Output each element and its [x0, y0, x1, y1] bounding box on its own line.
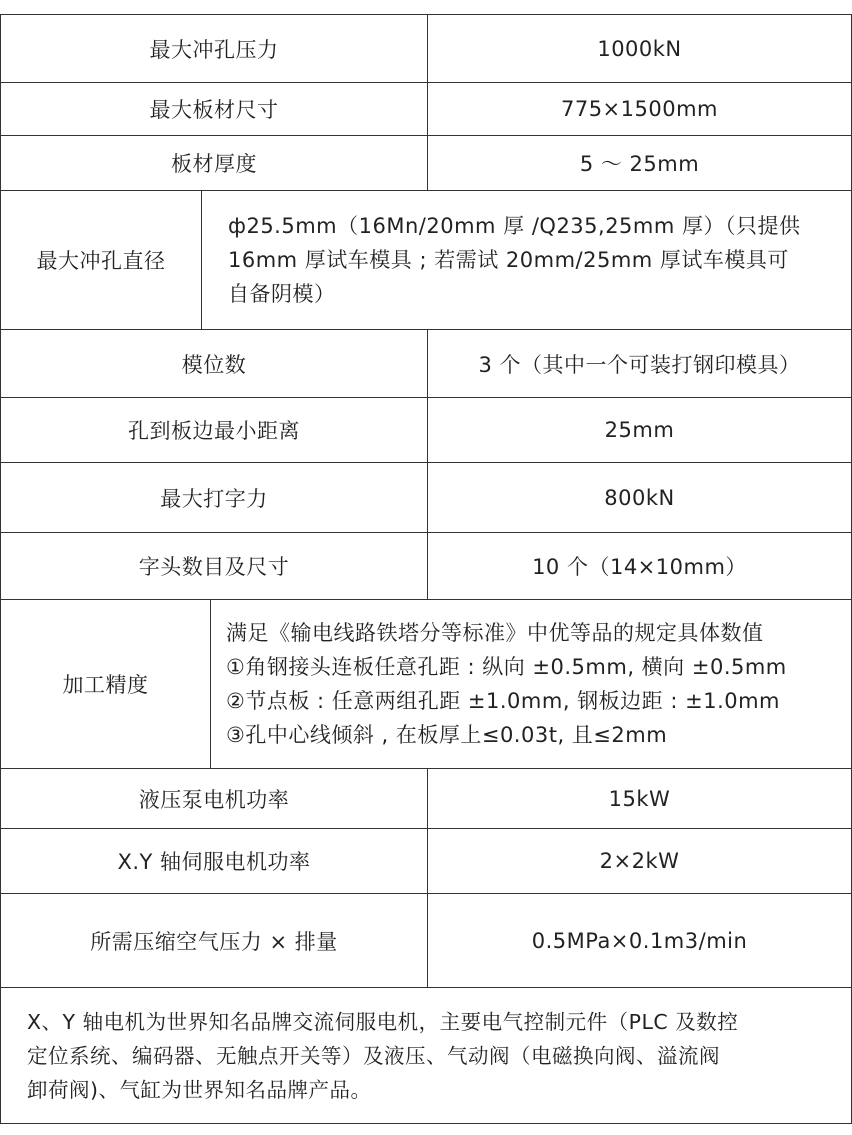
- row-label: 液压泵电机功率: [1, 769, 428, 828]
- row-label: 最大冲孔压力: [1, 15, 428, 82]
- note-row: [1, 987, 851, 1123]
- table-row: [1, 82, 851, 135]
- value-line: ф25.5mm（16Mn/20mm 厚 /Q235,25mm 厚）（只提供: [228, 214, 801, 238]
- table-row: [1, 768, 851, 828]
- table-row: [1, 190, 851, 329]
- value-line: ①角钢接头连板任意孔距 : 纵向 ±0.5mm, 横向 ±0.5mm: [226, 655, 787, 679]
- table-row: [1, 828, 851, 893]
- row-label: 孔到板边最小距离: [1, 398, 428, 462]
- table-row: [1, 397, 851, 462]
- note-cell: [1, 988, 851, 1123]
- table-row: [1, 532, 851, 599]
- row-label: X.Y 轴伺服电机功率: [1, 829, 428, 893]
- row-label: 板材厚度: [1, 136, 428, 190]
- row-value: 3 个（其中一个可装打钢印模具）: [478, 352, 801, 377]
- row-value: 0.5MPa×0.1m3/min: [531, 928, 748, 953]
- row-label: 模位数: [1, 330, 428, 397]
- row-value: [211, 600, 851, 768]
- row-value: [202, 191, 851, 329]
- row-value: 800kN: [604, 485, 675, 510]
- value-line: ③孔中心线倾斜 , 在板厚上≤0.03t, 且≤2mm: [226, 723, 668, 747]
- row-label: 加工精度: [1, 600, 211, 768]
- row-value: 5 ～ 25mm: [579, 152, 700, 176]
- note-line: 定位系统、编码器、无触点开关等）及液压、气动阀（电磁换向阀、溢流阀: [27, 1043, 720, 1068]
- row-label: 最大板材尺寸: [1, 83, 428, 135]
- value-line: ②节点板 : 任意两组孔距 ±1.0mm, 钢板边距 : ±1.0mm: [226, 689, 781, 713]
- row-value: 10 个（14×10mm）: [532, 555, 747, 579]
- table-row: [1, 599, 851, 768]
- row-value: 2×2kW: [599, 849, 680, 873]
- row-label: 最大打字力: [1, 463, 428, 532]
- table-row: [1, 15, 851, 82]
- table-row: [1, 329, 851, 397]
- value-line: 16mm 厚试车模具 ; 若需试 20mm/25mm 厚试车模具可: [228, 248, 789, 272]
- row-label: 最大冲孔直径: [1, 191, 202, 329]
- table-row: [1, 462, 851, 532]
- row-value: 775×1500mm: [560, 97, 719, 121]
- table-row: [1, 893, 851, 987]
- table-row: [1, 135, 851, 190]
- value-line: 满足《输电线路铁塔分等标准》中优等品的规定具体数值: [226, 621, 764, 645]
- note-line: X、Y 轴电机为世界知名品牌交流伺服电机，主要电气控制元件（PLC 及数控: [27, 1009, 739, 1034]
- note-line: 卸荷阀)、气缸为世界知名品牌产品。: [27, 1077, 372, 1102]
- row-value: 1000kN: [597, 36, 682, 61]
- row-label: 所需压缩空气压力 × 排量: [1, 894, 428, 987]
- spec-table: [0, 14, 852, 1124]
- row-value: 15kW: [608, 786, 671, 811]
- value-line: 自备阴模）: [228, 282, 336, 306]
- row-value: 25mm: [604, 418, 675, 442]
- row-label: 字头数目及尺寸: [1, 533, 428, 599]
